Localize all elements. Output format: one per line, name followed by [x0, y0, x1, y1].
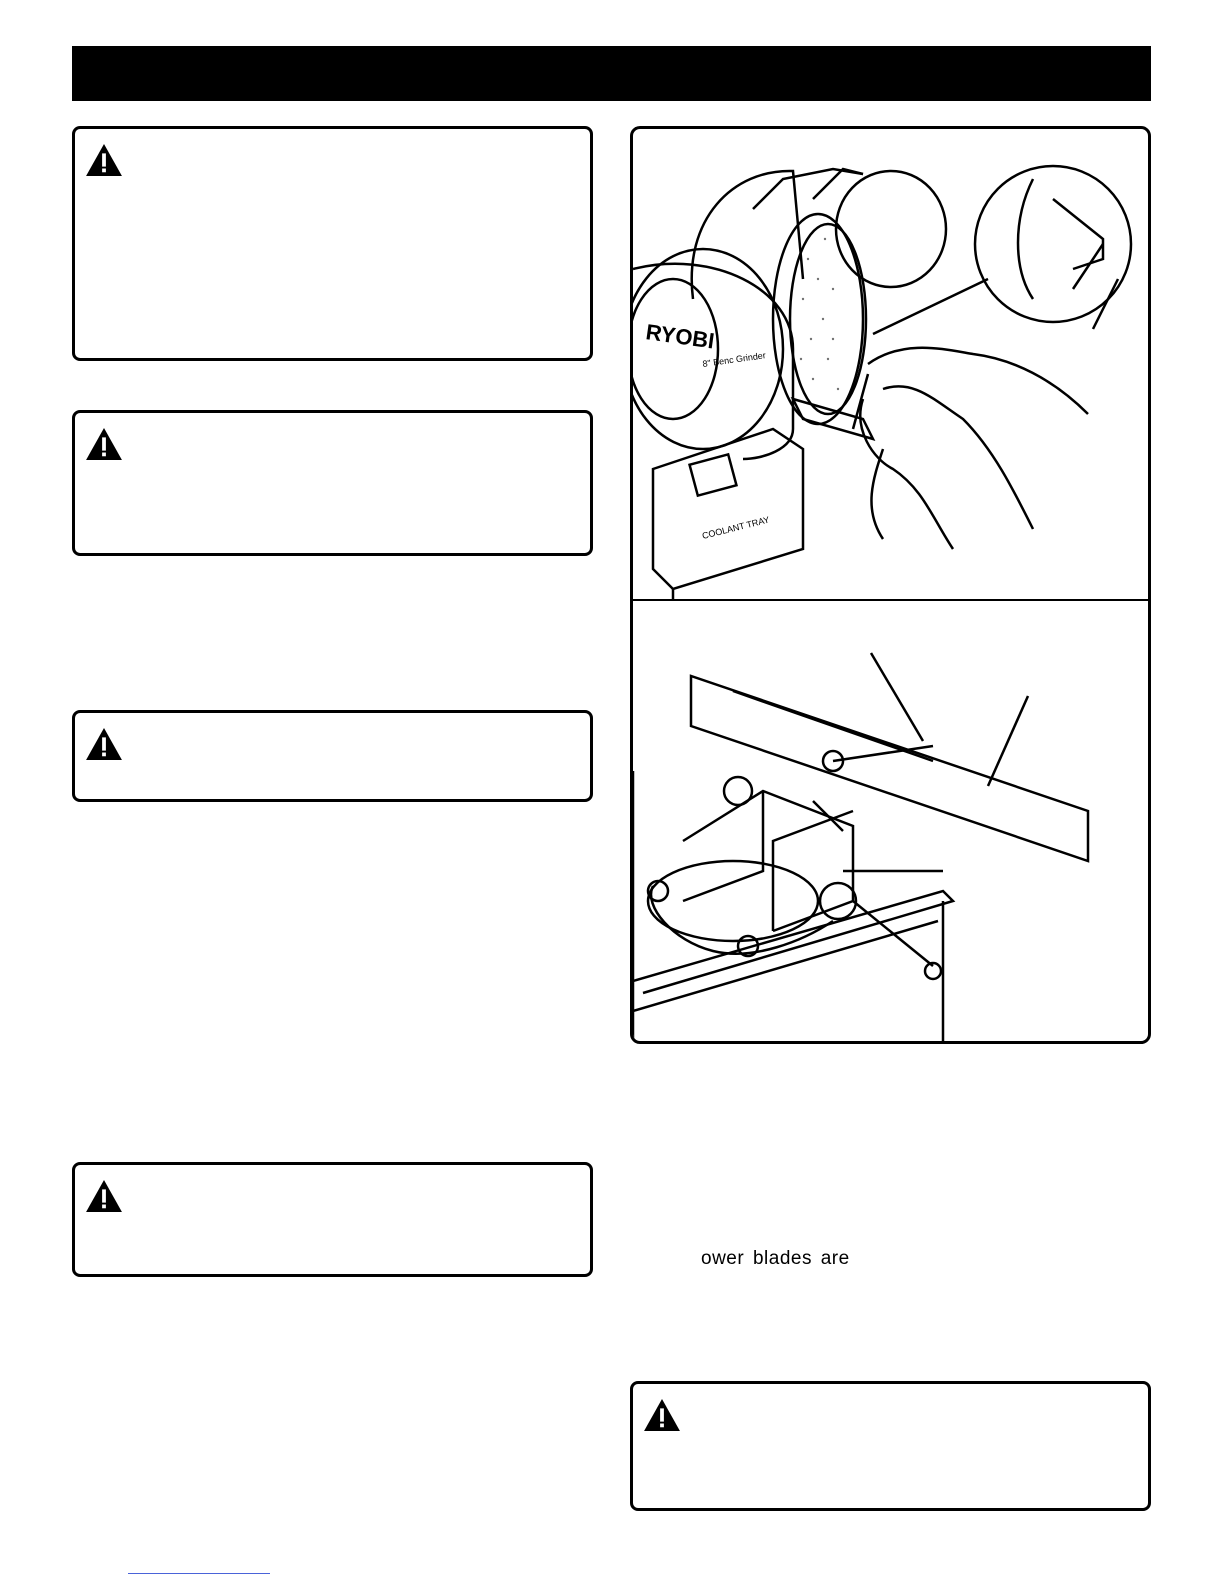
warning-icon: [85, 1179, 123, 1213]
body-text-fragment: ower blades are: [701, 1248, 850, 1269]
warning-box-5: [630, 1381, 1151, 1511]
section-header-bar: [72, 46, 1151, 101]
brand-label: RYOBI: [644, 319, 716, 354]
warning-box-3: [72, 710, 593, 802]
warning-box-4: [72, 1162, 593, 1277]
footer-link-underline[interactable]: [128, 1573, 270, 1574]
vise-illustration: [633, 601, 1148, 1041]
grinder-illustration: [633, 129, 1148, 599]
warning-icon: [85, 427, 123, 461]
tray-label: COOLANT TRAY: [701, 514, 771, 541]
warning-box-2: [72, 410, 593, 556]
warning-icon: [643, 1398, 681, 1432]
warning-icon: [85, 727, 123, 761]
warning-box-1: [72, 126, 593, 361]
warning-icon: [85, 143, 123, 177]
product-label: 8" Benc Grinder: [701, 350, 767, 369]
figure-panel: [630, 126, 1151, 1044]
